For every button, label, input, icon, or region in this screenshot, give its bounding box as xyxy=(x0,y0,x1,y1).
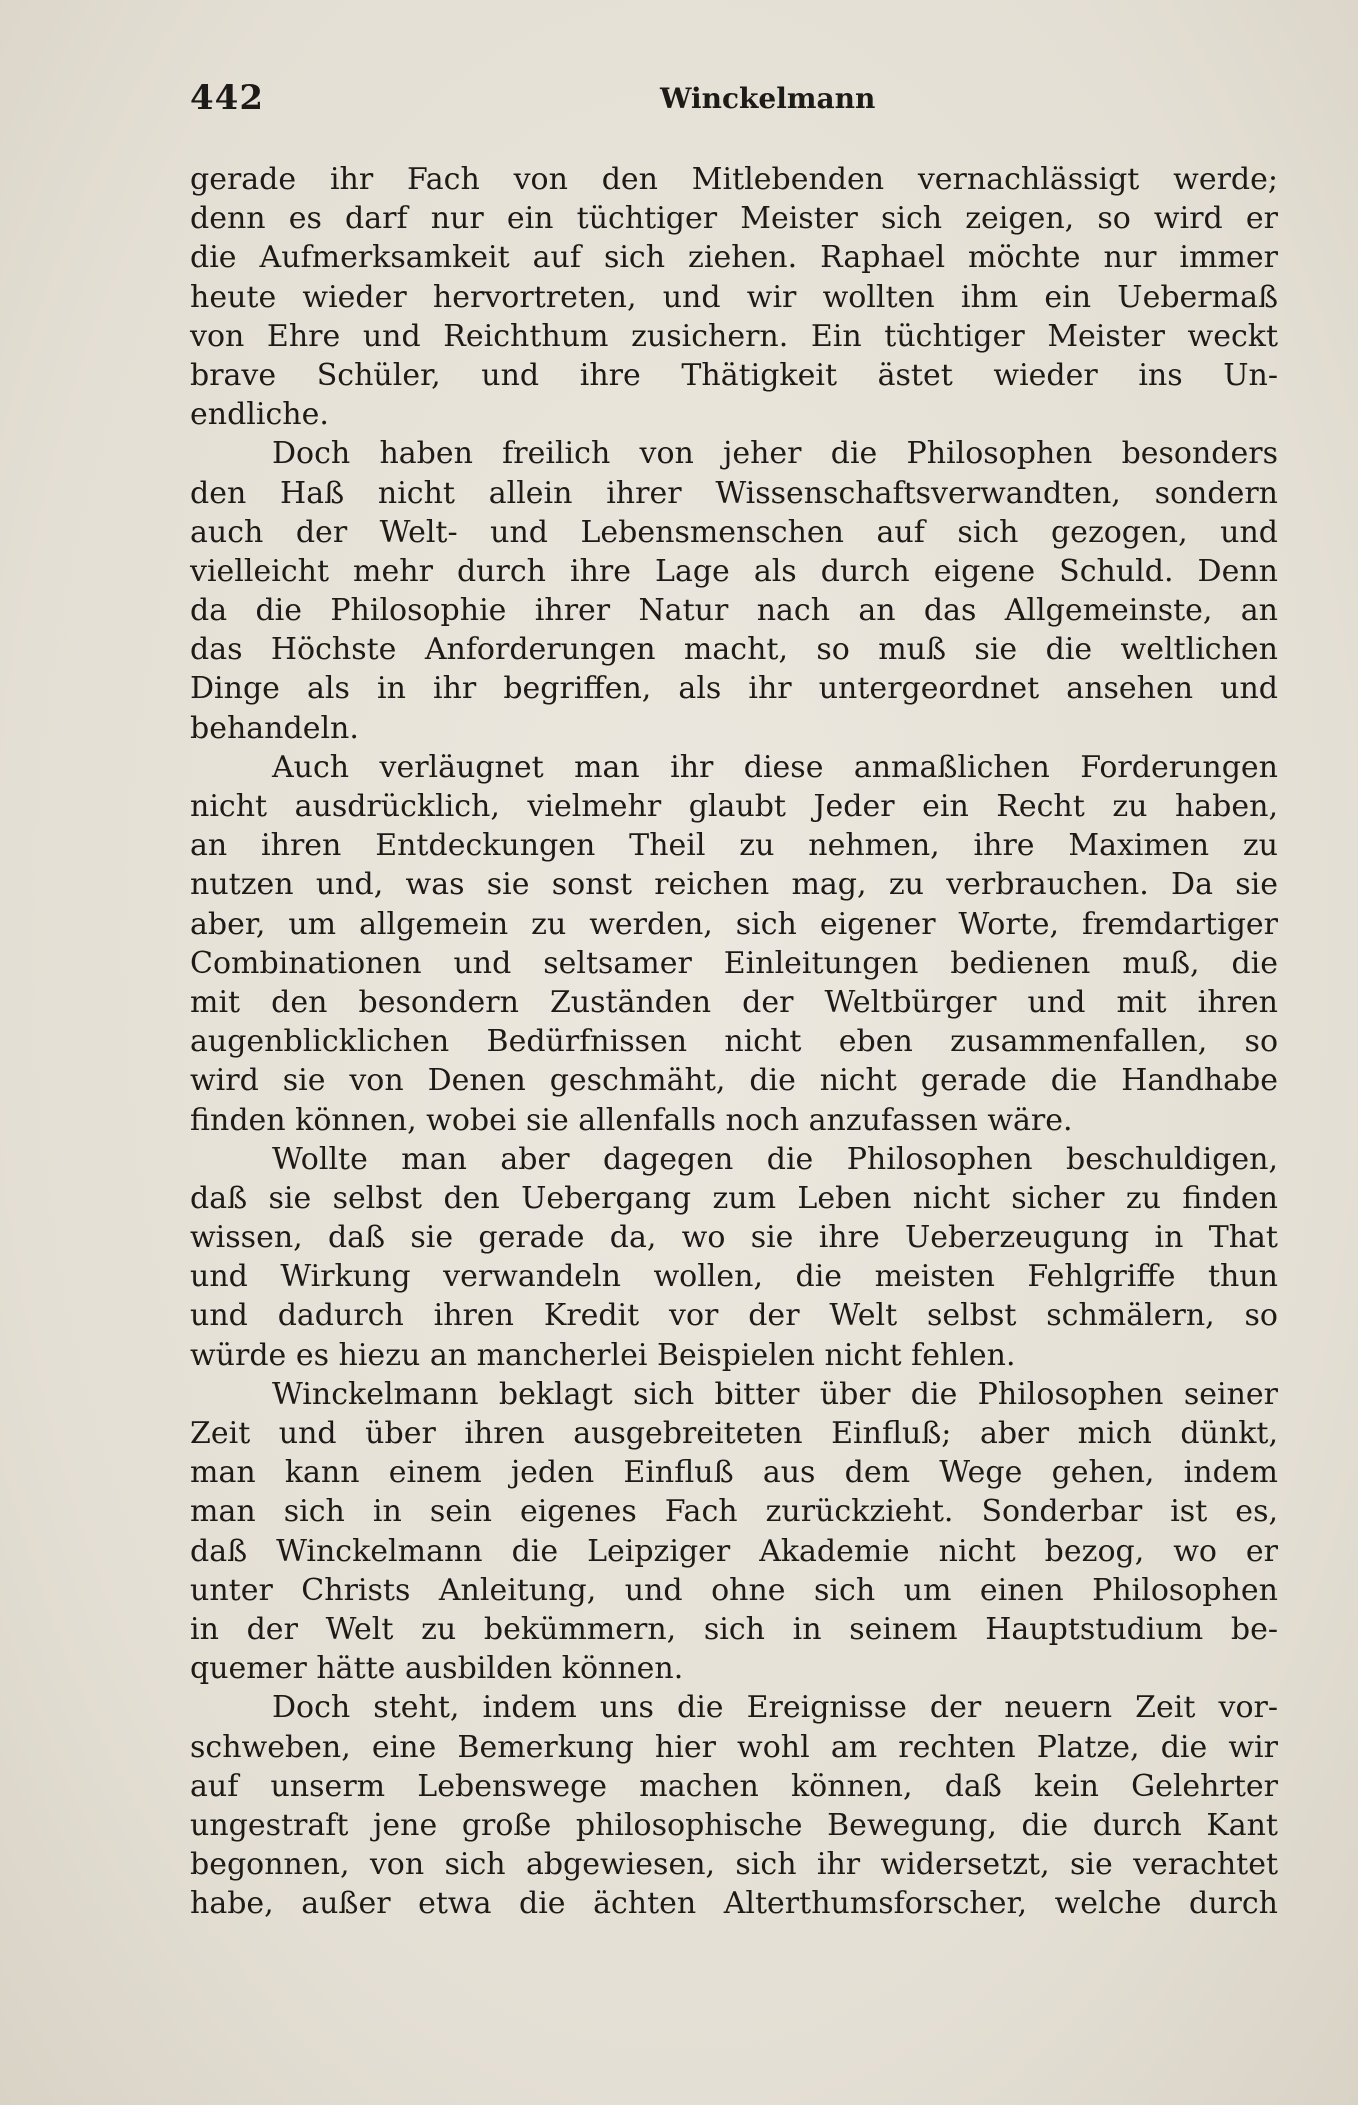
text-line: wird sie von Denen geschmäht, die nicht gerade die Handhabe xyxy=(190,1063,1278,1099)
text-line: und dadurch ihren Kredit vor der Welt selbst schmälern, so xyxy=(190,1298,1278,1334)
text-line: würde es hiezu an mancherlei Beispielen nicht fehlen. xyxy=(190,1337,1016,1373)
text-line: da die Philosophie ihrer Natur nach an das Allgemeinste, an xyxy=(190,593,1278,629)
body-text xyxy=(190,160,1278,1923)
page-header xyxy=(190,78,1270,128)
text-line: Doch haben freilich von jeher die Philosophen besonders xyxy=(272,436,1278,472)
paragraph xyxy=(190,748,1278,1140)
text-line: vielleicht mehr durch ihre Lage als durch eigene Schuld. Denn xyxy=(190,553,1278,589)
text-line: das Höchste Anforderungen macht, so muß sie die weltlichen xyxy=(190,632,1278,668)
text-line: denn es darf nur ein tüchtiger Meister sich zeigen, so wird er xyxy=(190,201,1278,237)
text-line: finden können, wobei sie allenfalls noch anzufassen wäre. xyxy=(190,1102,1073,1138)
paragraph xyxy=(190,160,1278,434)
page-number: 442 xyxy=(190,78,264,118)
text-line: nutzen und, was sie sonst reichen mag, zu verbrauchen. Da sie xyxy=(190,867,1278,903)
text-line: Wollte man aber dagegen die Philosophen beschuldigen, xyxy=(272,1141,1278,1177)
text-line: heute wieder hervortreten, und wir wollten ihm ein Uebermaß xyxy=(190,279,1278,315)
text-line: daß Winckelmann die Leipziger Akademie nicht bezog, wo er xyxy=(190,1533,1278,1569)
text-line: wissen, daß sie gerade da, wo sie ihre Ueberzeugung in That xyxy=(190,1220,1278,1256)
paragraph xyxy=(190,1688,1278,1923)
text-line: von Ehre und Reichthum zusichern. Ein tüchtiger Meister weckt xyxy=(190,318,1278,354)
text-line: behandeln. xyxy=(190,710,359,746)
text-line: begonnen, von sich abgewiesen, sich ihr widersetzt, sie verachtet xyxy=(190,1847,1278,1883)
text-line: in der Welt zu bekümmern, sich in seinem Hauptstudium be- xyxy=(190,1611,1278,1647)
running-head: Winckelmann xyxy=(660,82,876,115)
text-line: endliche. xyxy=(190,397,329,433)
text-line: habe, außer etwa die ächten Alterthumsforscher, welche durch xyxy=(190,1886,1278,1922)
text-line: nicht ausdrücklich, vielmehr glaubt Jeder ein Recht zu haben, xyxy=(190,789,1278,824)
text-line: Winckelmann beklagt sich bitter über die Philosophen seiner xyxy=(272,1376,1278,1412)
text-line: aber, um allgemein zu werden, sich eigener Worte, fremdartiger xyxy=(190,906,1278,942)
paragraph xyxy=(190,1140,1278,1375)
text-line: gerade ihr Fach von den Mitlebenden vernachlässigt werde; xyxy=(190,162,1278,197)
text-line: Doch steht, indem uns die Ereignisse der neuern Zeit vor- xyxy=(272,1690,1278,1726)
text-line: augenblicklichen Bedürfnissen nicht eben zusammenfallen, so xyxy=(190,1024,1278,1060)
text-line: schweben, eine Bemerkung hier wohl am rechten Platze, die wir xyxy=(190,1729,1278,1765)
text-line: daß sie selbst den Uebergang zum Leben nicht sicher zu finden xyxy=(190,1180,1278,1216)
text-line: man kann einem jeden Einfluß aus dem Wege gehen, indem xyxy=(190,1455,1278,1491)
text-line: den Haß nicht allein ihrer Wissenschaftsverwandten, sondern xyxy=(190,475,1278,511)
text-line: Zeit und über ihren ausgebreiteten Einfluß; aber mich dünkt, xyxy=(190,1416,1278,1451)
paragraph xyxy=(190,1375,1278,1689)
text-line: auch der Welt- und Lebensmenschen auf sich gezogen, und xyxy=(190,514,1278,550)
text-line: an ihren Entdeckungen Theil zu nehmen, ihre Maximen zu xyxy=(190,828,1278,864)
text-line: Dinge als in ihr begriffen, als ihr untergeordnet ansehen und xyxy=(190,671,1278,707)
paragraph xyxy=(190,434,1278,748)
text-line: man sich in sein eigenes Fach zurückzieht. Sonderbar ist es, xyxy=(190,1494,1278,1530)
text-line: Auch verläugnet man ihr diese anmaßlichen Forderungen xyxy=(272,749,1278,785)
text-line: unter Christs Anleitung, und ohne sich um einen Philosophen xyxy=(190,1572,1278,1608)
text-line: die Aufmerksamkeit auf sich ziehen. Raphael möchte nur immer xyxy=(190,240,1278,276)
text-line: und Wirkung verwandeln wollen, die meisten Fehlgriffe thun xyxy=(190,1259,1278,1295)
text-line: auf unserm Lebenswege machen können, daß kein Gelehrter xyxy=(190,1768,1278,1804)
text-line: quemer hätte ausbilden können. xyxy=(190,1651,684,1687)
text-line: brave Schüler, und ihre Thätigkeit ästet wieder ins Un- xyxy=(190,357,1278,393)
text-line: mit den besondern Zuständen der Weltbürger und mit ihren xyxy=(190,984,1278,1020)
text-line: ungestraft jene große philosophische Bewegung, die durch Kant xyxy=(190,1807,1278,1843)
text-line: Combinationen und seltsamer Einleitungen bedienen muß, die xyxy=(190,945,1278,981)
